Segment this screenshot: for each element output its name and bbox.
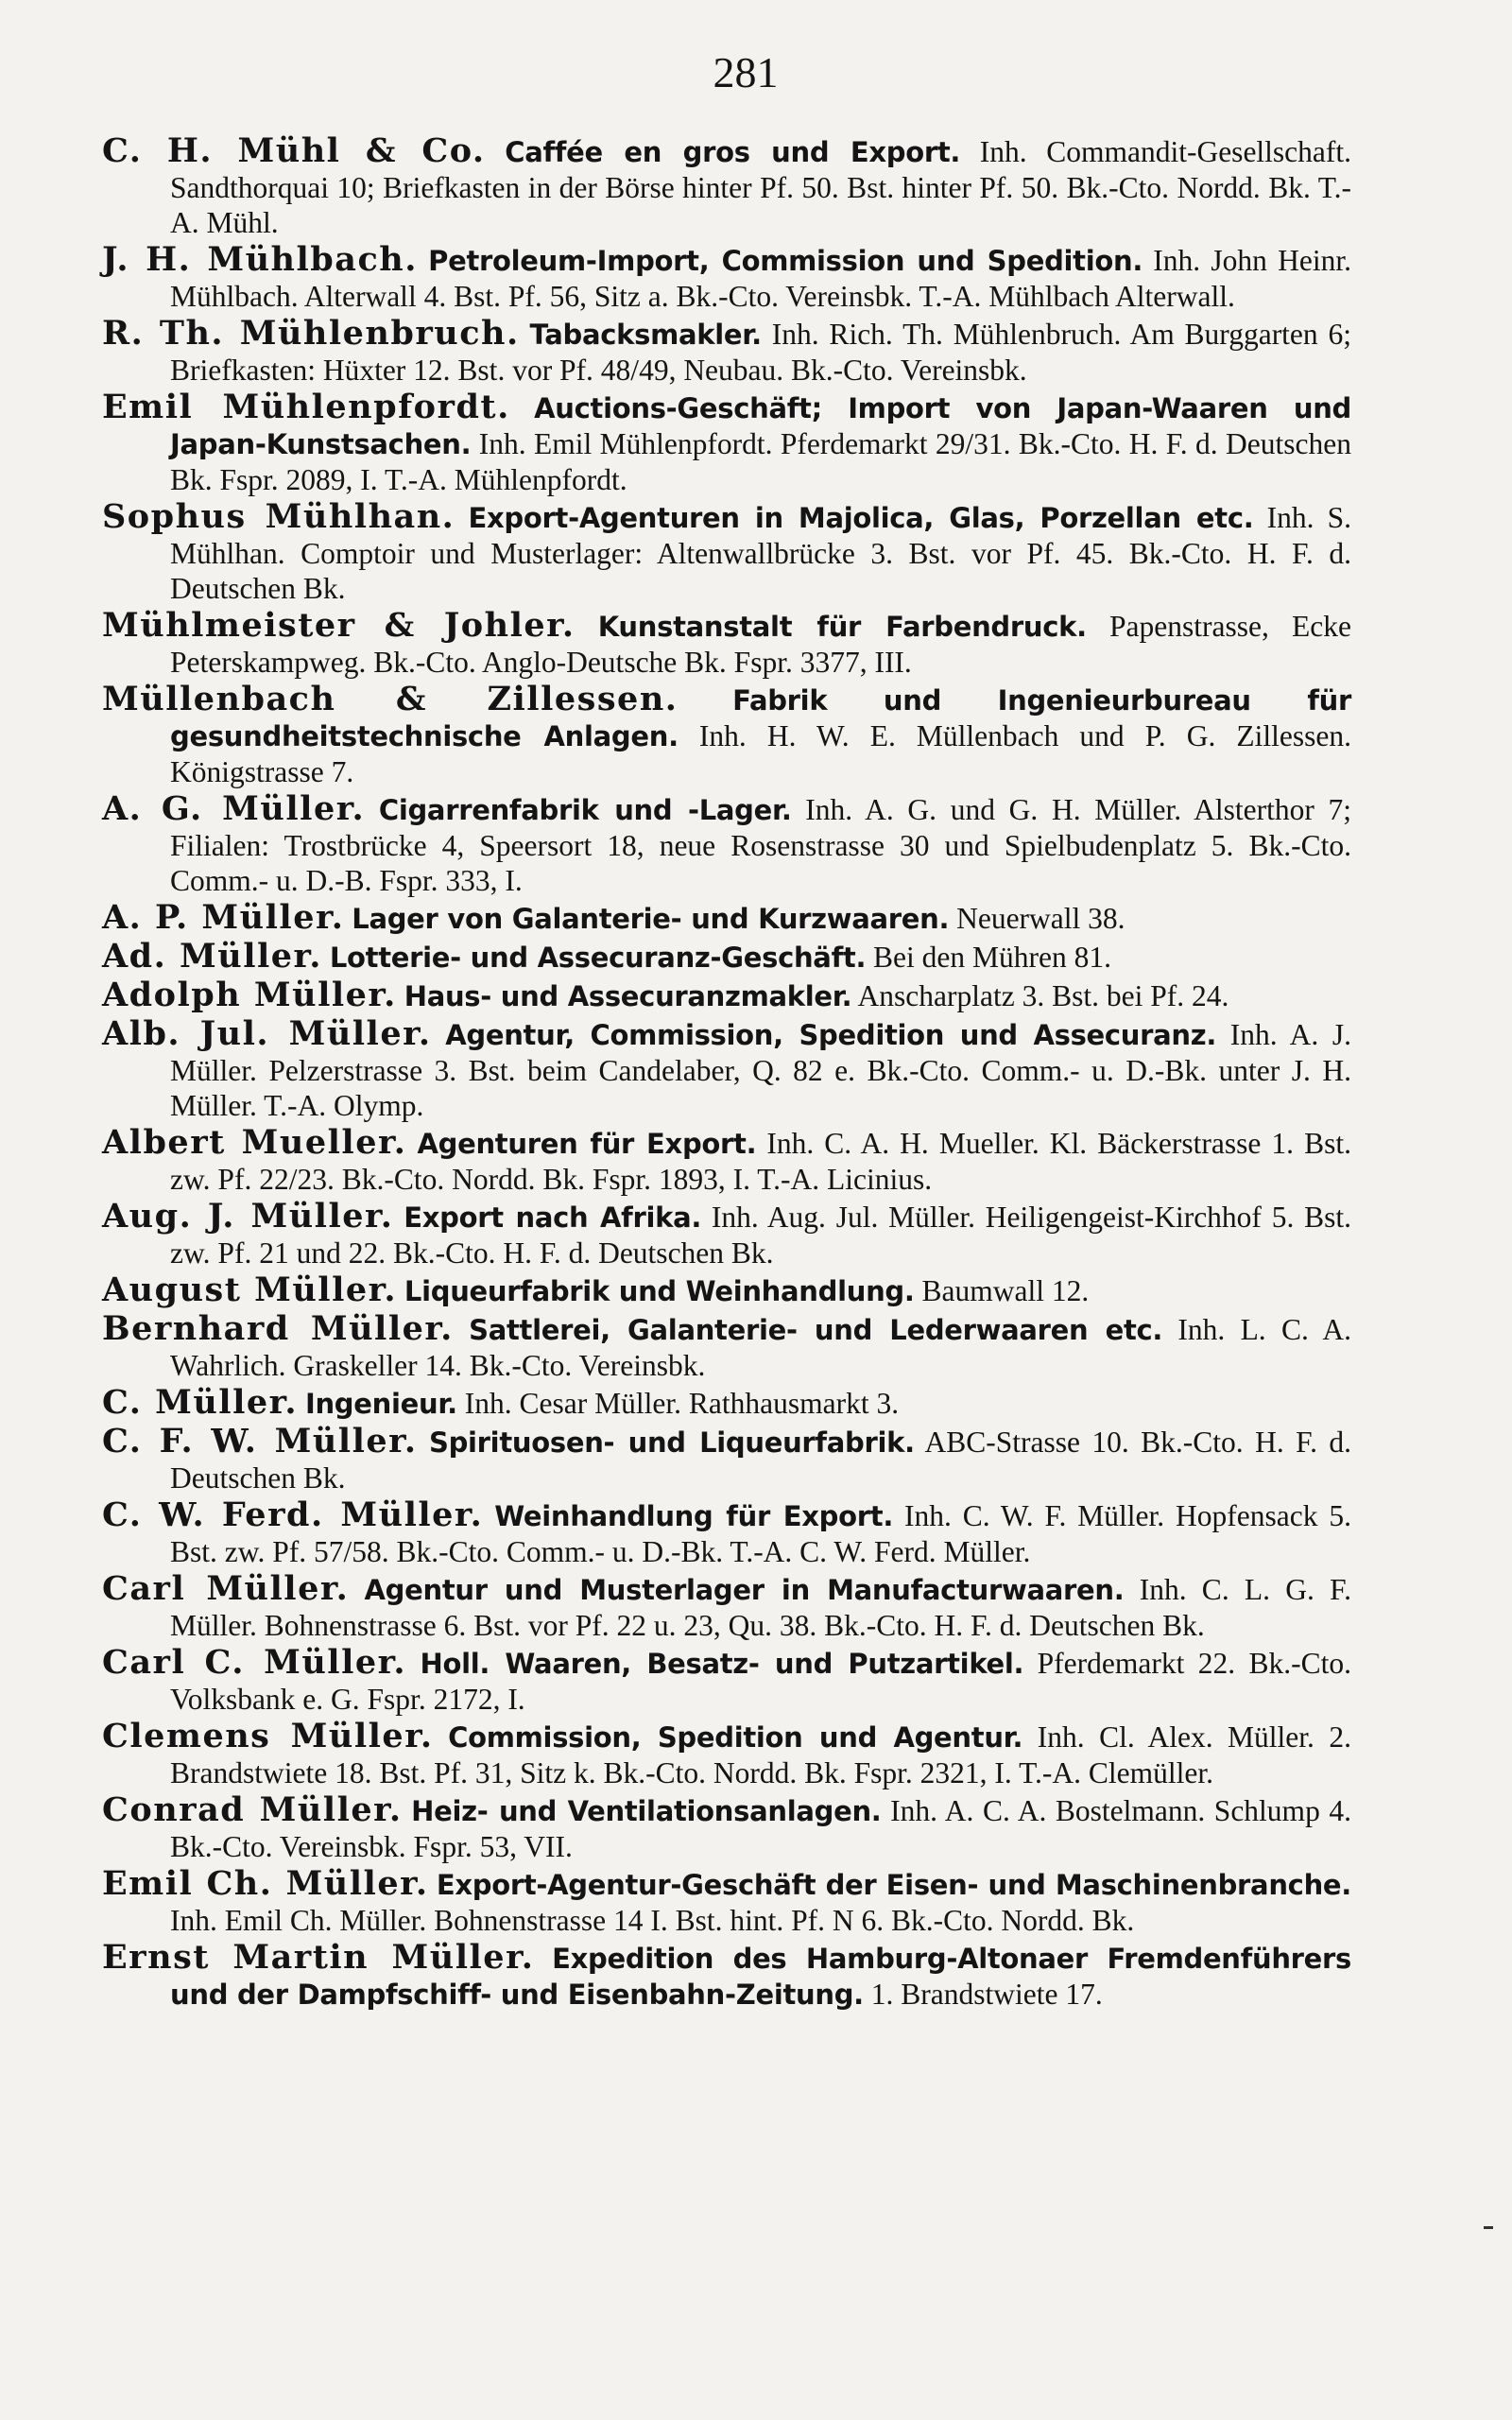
entry-details: Inh. S. Mühlhan. Comptoir und Musterlager: Altenwallbrücke 3. Bst. vor Pf. 45. Bk.-Cto. H. F. d. Deutschen Bk. — [170, 501, 1351, 605]
entry-business: Spirituosen- und Liqueurfabrik. — [429, 1426, 915, 1459]
entry-name: Mühlmeister & Johler. — [102, 606, 576, 645]
entry-name: C. W. Ferd. Müller. — [102, 1495, 484, 1534]
directory-entry — [102, 977, 1351, 1014]
entry-name: Emil Mühlenpfordt. — [102, 388, 510, 426]
entry-details: Inh. Cl. Alex. Müller. 2. Brandstwiete 18. Bst. Pf. 31, Sitz k. Bk.-Cto. Nordd. Bk. Fspr. 2321, I. T.-A. Clemüller. — [170, 1720, 1352, 1789]
entry-details: Inh. John Heinr. Mühlbach. Alterwall 4. Bst. Pf. 56, Sitz a. Bk.-Cto. Vereinsbk. T.-A. Mühlbach Alterwall. — [170, 244, 1351, 313]
entry-details: Inh. Cesar Müller. Rathhausmarkt 3. — [464, 1387, 900, 1420]
entry-name: C. H. Mühl & Co. — [102, 131, 486, 170]
entry-name: Müllenbach & Zillessen. — [102, 680, 679, 718]
entry-details: 1. Brandstwiete 17. — [870, 1978, 1103, 2011]
entry-name: Conrad Müller. — [102, 1790, 403, 1829]
entry-business: Export nach Afrika. — [404, 1201, 702, 1234]
directory-entry — [102, 791, 1351, 898]
directory-entry — [102, 1424, 1351, 1495]
entry-business: Caffée en gros und Export. — [505, 136, 961, 168]
entry-details: Papenstrasse, Ecke Peterskampweg. Bk.-Cto. Anglo-Deutsche Bk. Fspr. 3377, III. — [170, 610, 1352, 679]
entry-business: Holl. Waaren, Besatz- und Putzartikel. — [420, 1648, 1024, 1680]
entry-business: Fabrik und Ingenieurbureau für gesundheitstechnische Anlagen. — [170, 684, 1352, 752]
entry-name: Albert Mueller. — [102, 1123, 407, 1162]
entry-details: Inh. Commandit-Gesellschaft. Sandthorquai 10; Briefkasten in der Börse hinter Pf. 50. Bst. hinter Pf. 50. Bk.-Cto. Nordd. Bk. T.-A. Mühl. — [170, 135, 1352, 239]
directory-entry — [102, 389, 1351, 497]
entry-name: Ernst Martin Müller. — [102, 1938, 535, 1977]
entry-name: C. F. W. Müller. — [102, 1422, 418, 1461]
entry-name: J. H. Mühlbach. — [102, 240, 418, 279]
directory-entry — [102, 1866, 1351, 1938]
entry-business: Weinhandlung für Export. — [494, 1500, 894, 1532]
entry-name: August Müller. — [102, 1270, 398, 1309]
directory-entry — [102, 1199, 1351, 1270]
entry-details: Bei den Mühren 81. — [873, 941, 1112, 974]
entry-name: Sophus Mühlhan. — [102, 497, 455, 536]
entry-business: Agenturen für Export. — [417, 1128, 757, 1160]
entry-name: Clemens Müller. — [102, 1717, 434, 1755]
entry-name: Alb. Jul. Müller. — [102, 1014, 432, 1053]
entry-details: Inh. C. L. G. F. Müller. Bohnenstrasse 6. Bst. vor Pf. 22 u. 23, Qu. 38. Bk.-Cto. H. F. d. Deutschen Bk. — [170, 1573, 1352, 1642]
entry-details: Inh. C. W. F. Müller. Hopfensack 5. Bst. zw. Pf. 57/58. Bk.-Cto. Comm.- u. D.-Bk. T.-A. C. W. Ferd. Müller. — [170, 1499, 1352, 1568]
entry-business: Liqueurfabrik und Weinhandlung. — [404, 1275, 915, 1307]
entry-details: Baumwall 12. — [921, 1274, 1090, 1307]
entry-details: Neuerwall 38. — [956, 902, 1125, 935]
entry-business: Commission, Spedition und Agentur. — [448, 1721, 1023, 1754]
entry-business: Export-Agentur-Geschäft der Eisen- und Maschinenbranche. — [436, 1869, 1351, 1901]
directory-entry — [102, 682, 1351, 789]
entry-details: Inh. Emil Ch. Müller. Bohnenstrasse 14 I. Bst. hint. Pf. N 6. Bk.-Cto. Nordd. Bk. — [170, 1904, 1135, 1937]
entry-business: Sattlerei, Galanterie- und Lederwaaren etc. — [469, 1314, 1163, 1346]
entry-name: Aug. J. Müller. — [102, 1197, 394, 1236]
directory-entry — [102, 1719, 1351, 1790]
entry-list — [102, 133, 1351, 2013]
entry-details: Inh. A. C. A. Bostelmann. Schlump 4. Bk.-Cto. Vereinsbk. Fspr. 53, VII. — [170, 1794, 1352, 1863]
entry-details: Pferdemarkt 22. Bk.-Cto. Volksbank e. G. Fspr. 2172, I. — [170, 1647, 1352, 1716]
entry-business: Cigarrenfabrik und -Lager. — [378, 794, 792, 826]
entry-name: Ad. Müller. — [102, 937, 322, 976]
entry-business: Kunstanstalt für Farbendruck. — [597, 611, 1087, 643]
directory-entry — [102, 316, 1351, 388]
entry-details: Inh. H. W. E. Müllenbach und P. G. Zillessen. Königstrasse 7. — [170, 719, 1351, 788]
entry-business: Ingenieur. — [304, 1388, 457, 1420]
directory-entry — [102, 900, 1351, 937]
directory-entry — [102, 1497, 1351, 1569]
entry-business: Lotterie- und Assecuranz-Geschäft. — [329, 942, 867, 974]
entry-name: Adolph Müller. — [102, 976, 397, 1014]
directory-entry — [102, 1272, 1351, 1309]
directory-entry — [102, 1792, 1351, 1864]
entry-business: Agentur und Musterlager in Manufacturwaaren. — [364, 1574, 1125, 1606]
entry-name: Emil Ch. Müller. — [102, 1864, 429, 1903]
directory-entry — [102, 1311, 1351, 1383]
entry-business: Agentur, Commission, Spedition und Assecuranz. — [445, 1019, 1217, 1051]
entry-name: C. Müller. — [102, 1383, 299, 1422]
directory-entry — [102, 1571, 1351, 1643]
entry-details: Inh. L. C. A. Wahrlich. Graskeller 14. Bk.-Cto. Vereinsbk. — [170, 1313, 1352, 1382]
entry-business: Export-Agenturen in Majolica, Glas, Porzellan etc. — [468, 502, 1254, 534]
directory-entry — [102, 939, 1351, 976]
entry-business: Haus- und Assecuranzmakler. — [404, 980, 852, 1012]
entry-details: Inh. Rich. Th. Mühlenbruch. Am Burggarten 6; Briefkasten: Hüxter 12. Bst. vor Pf. 48/49, Neubau. Bk.-Cto. Vereinsbk. — [170, 318, 1351, 387]
entry-name: Bernhard Müller. — [102, 1309, 454, 1348]
entry-business: Heiz- und Ventilationsanlagen. — [411, 1795, 882, 1827]
directory-entry — [102, 608, 1351, 680]
entry-details: Inh. Aug. Jul. Müller. Heiligengeist-Kirchhof 5. Bst. zw. Pf. 21 und 22. Bk.-Cto. H. F. d. Deutschen Bk. — [170, 1201, 1351, 1270]
margin-mark — [1484, 2226, 1493, 2229]
entry-details: Inh. C. A. H. Mueller. Kl. Bäckerstrasse 1. Bst. zw. Pf. 22/23. Bk.-Cto. Nordd. Bk. Fspr. 1893, I. T.-A. Licinius. — [170, 1127, 1352, 1196]
entry-details: Anscharplatz 3. Bst. bei Pf. 24. — [857, 979, 1229, 1012]
entry-name: Carl C. Müller. — [102, 1643, 407, 1682]
entry-name: Carl Müller. — [102, 1569, 350, 1608]
directory-entry — [102, 1125, 1351, 1197]
directory-entry — [102, 1385, 1351, 1422]
directory-entry — [102, 499, 1351, 606]
entry-business: Tabacksmakler. — [529, 319, 762, 351]
entry-details: Inh. A. J. Müller. Pelzerstrasse 3. Bst. beim Candelaber, Q. 82 e. Bk.-Cto. Comm.- u. D.-Bk. unter J. H. Müller. T.-A. Olymp. — [170, 1018, 1352, 1122]
entry-details: ABC-Strasse 10. Bk.-Cto. H. F. d. Deutschen Bk. — [170, 1426, 1352, 1495]
entry-business: Lager von Galanterie- und Kurzwaaren. — [352, 903, 950, 935]
entry-name: A. P. Müller. — [102, 898, 345, 937]
entry-business: Petroleum-Import, Commission und Spedition. — [428, 245, 1143, 277]
entry-name: A. G. Müller. — [102, 789, 366, 828]
page-number: 281 — [713, 48, 779, 96]
directory-entry — [102, 1016, 1351, 1123]
entry-details: Inh. A. G. und G. H. Müller. Alsterthor 7; Filialen: Trostbrücke 4, Speersort 18, neue Rosenstrasse 30 und Spielbudenplatz 5. Bk.-Cto. Comm.- u. D.-B. Fspr. 333, I. — [170, 793, 1352, 897]
entry-details: Inh. Emil Mühlenpfordt. Pferdemarkt 29/31. Bk.-Cto. H. F. d. Deutschen Bk. Fspr. 2089, I. T.-A. Mühlenpfordt. — [170, 427, 1352, 496]
entry-name: R. Th. Mühlenbruch. — [102, 314, 520, 353]
directory-entry — [102, 133, 1351, 240]
directory-entry — [102, 1940, 1351, 2013]
entry-business: Expedition des Hamburg-Altonaer Fremdenführers und der Dampfschiff- und Eisenbahn-Zeitung. — [170, 1943, 1351, 2011]
entry-business: Auctions-Geschäft; Import von Japan-Waaren und Japan-Kunstsachen. — [170, 392, 1352, 460]
directory-entry — [102, 242, 1351, 314]
directory-entry — [102, 1645, 1351, 1717]
